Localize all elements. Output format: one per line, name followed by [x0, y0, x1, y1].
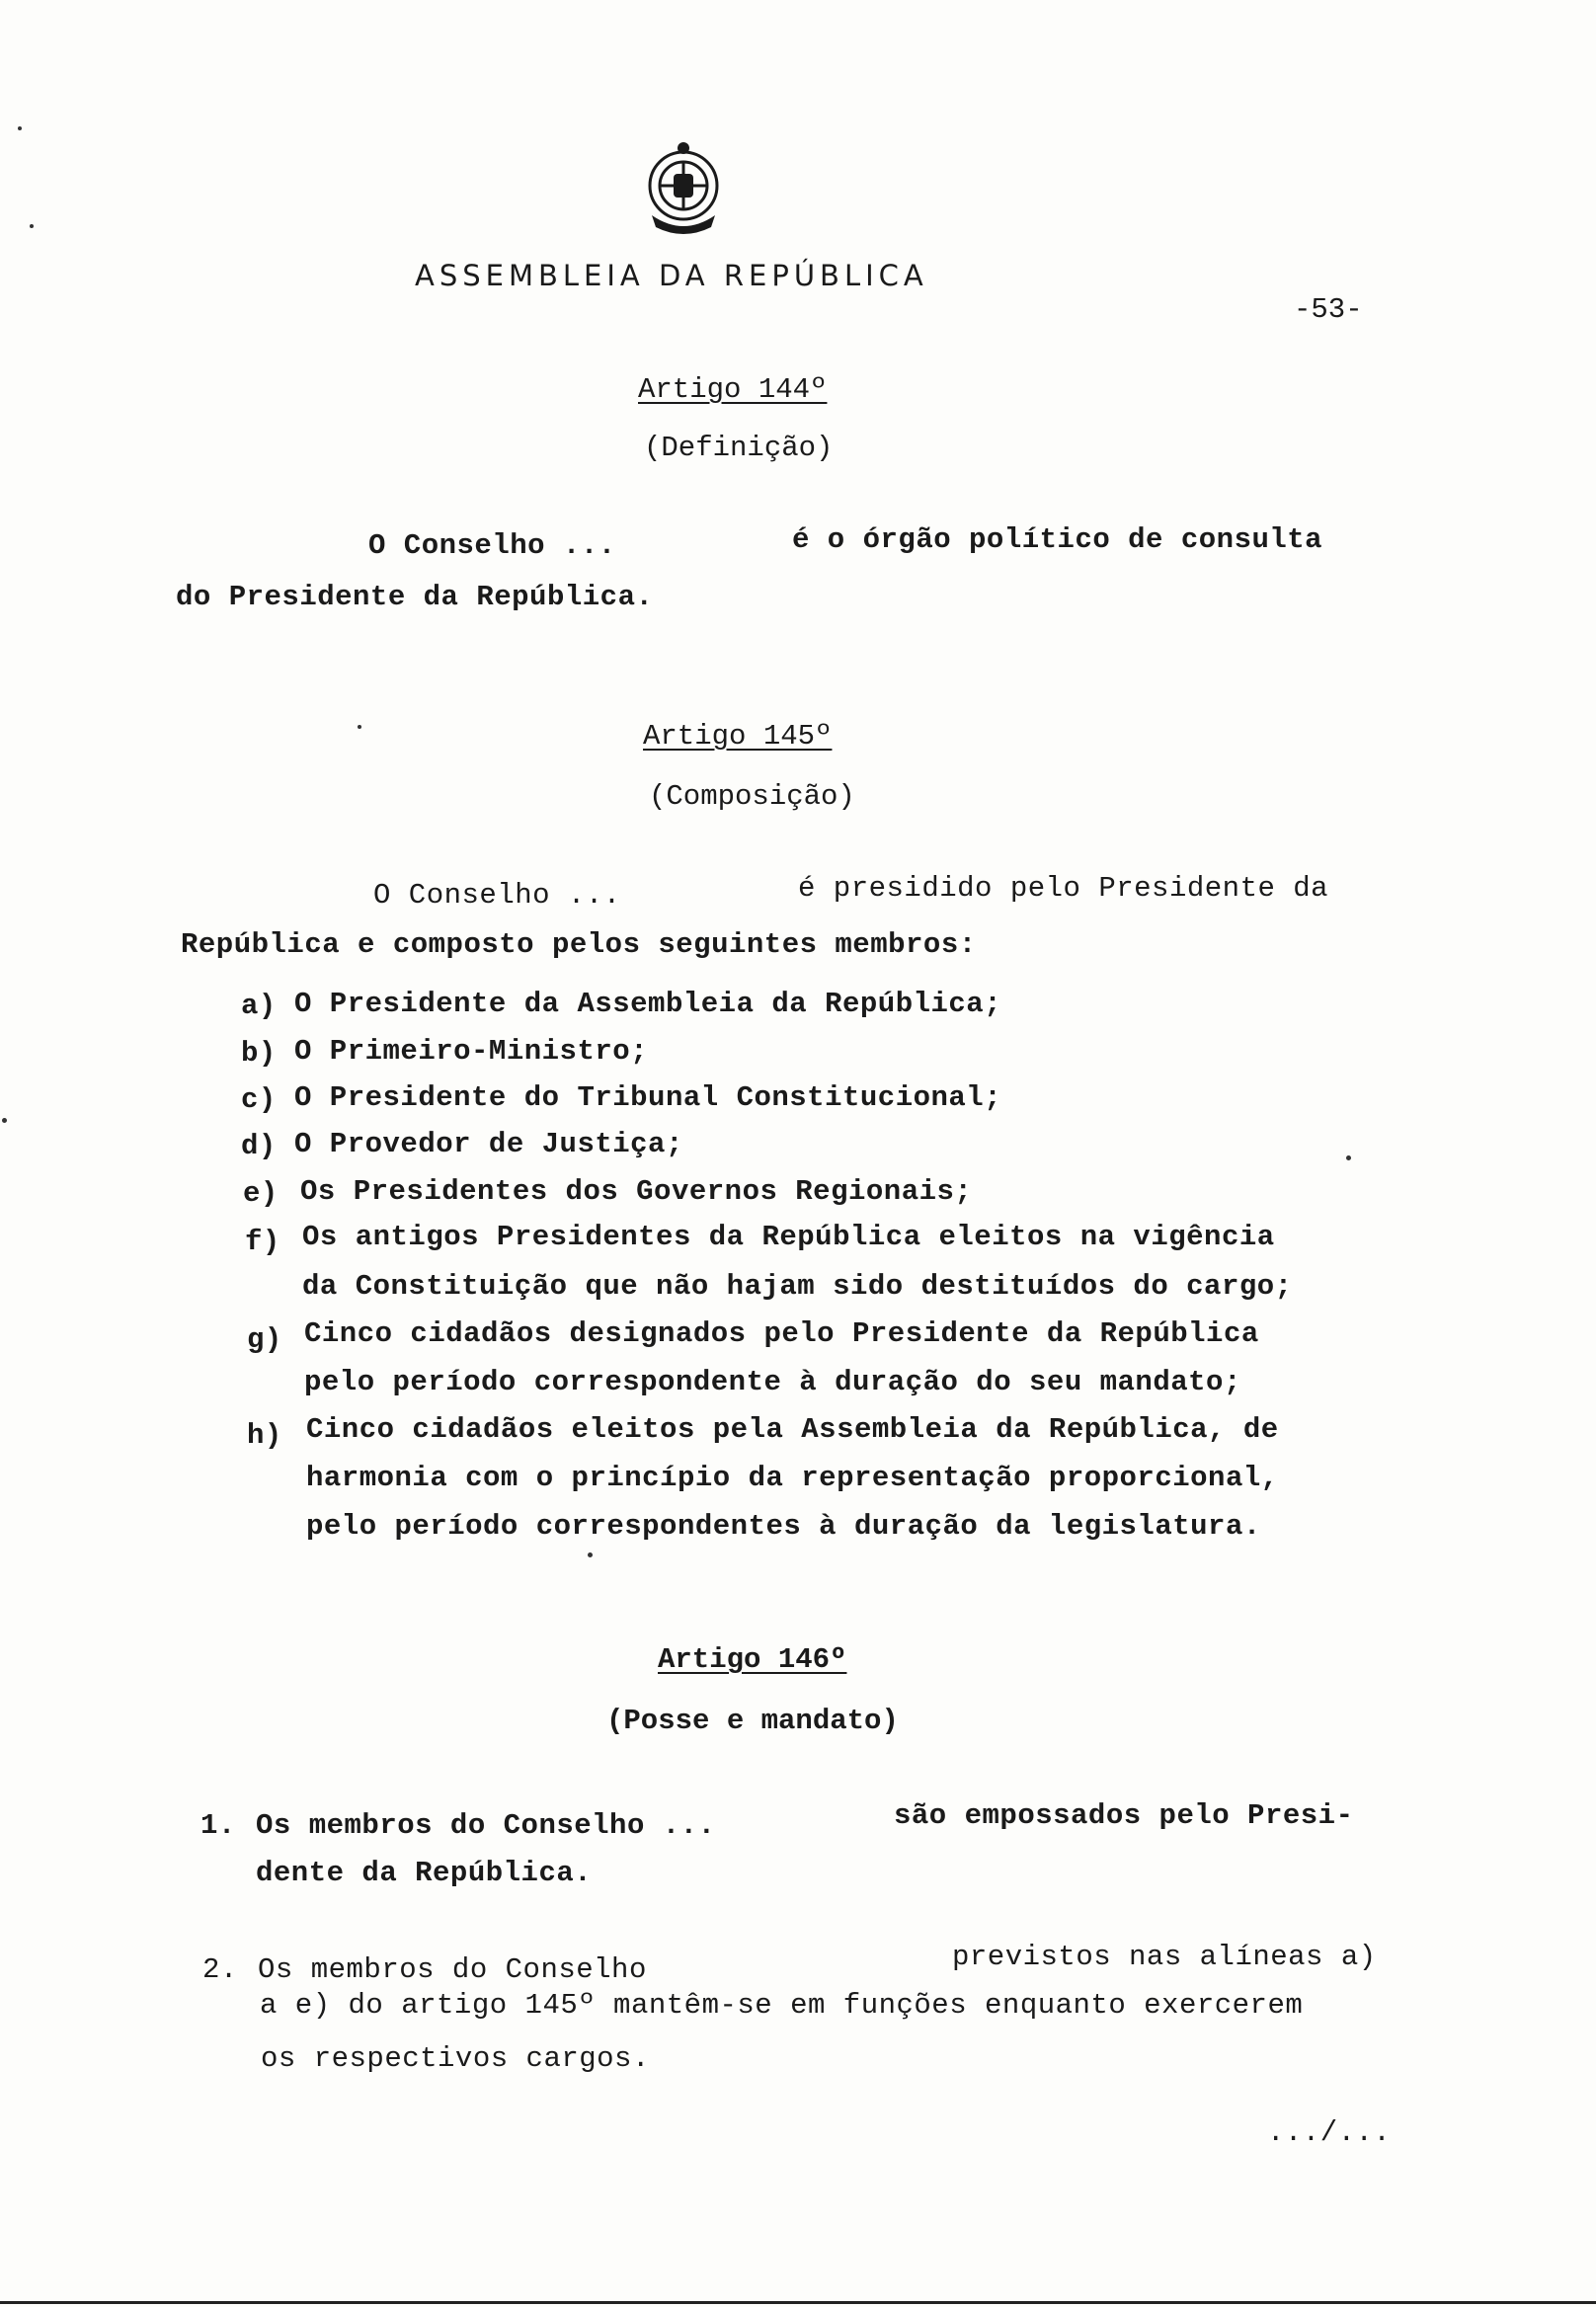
point-text-line2: a e) do artigo 145º mantêm-se em funções enquanto exercerem: [260, 1989, 1304, 2022]
scan-artifact: [358, 725, 361, 729]
article-144-title: Artigo 144º: [638, 373, 828, 406]
point-number: 1.: [200, 1809, 236, 1842]
article-144-subtitle: (Definição): [644, 432, 834, 464]
article-146-title: Artigo 146º: [658, 1643, 847, 1676]
list-item-text: O Presidente da Assembleia da República;: [294, 988, 1002, 1020]
scan-artifact: [30, 224, 34, 228]
point-text-start: Os membros do Conselho: [258, 1953, 647, 1986]
list-item-text-continued: pelo período correspondentes à duração da legislatura.: [306, 1510, 1261, 1543]
list-item-letter: a): [241, 990, 277, 1022]
list-item-text-continued: pelo período correspondente à duração do seu mandato;: [304, 1366, 1241, 1398]
scan-artifact: [2, 1118, 7, 1123]
point-text-end: previstos nas alíneas a): [952, 1941, 1377, 1973]
list-item-text: Os antigos Presidentes da República eleitos na vigência: [302, 1221, 1275, 1253]
page-edge: [0, 2301, 1596, 2304]
scan-artifact: [18, 126, 22, 130]
list-item-text: Cinco cidadãos designados pelo Presidente da República: [304, 1317, 1259, 1350]
list-item-letter: h): [247, 1419, 282, 1452]
list-item-letter: b): [241, 1037, 277, 1070]
article-145-intro-end: é presidido pelo Presidente da: [798, 872, 1329, 905]
list-item-text: O Presidente do Tribunal Constitucional;: [294, 1081, 1002, 1114]
point-number: 2.: [202, 1953, 238, 1986]
scan-artifact: [1346, 1155, 1351, 1160]
point-text-start: Os membros do Conselho ...: [256, 1809, 716, 1842]
list-item-letter: c): [241, 1083, 277, 1116]
list-item-letter: d): [241, 1130, 277, 1162]
list-item-text: Cinco cidadãos eleitos pela Assembleia da República, de: [306, 1413, 1279, 1446]
list-item-text: O Provedor de Justiça;: [294, 1128, 683, 1160]
article-144-line1-end: é o órgão político de consulta: [792, 523, 1323, 556]
article-146-subtitle: (Posse e mandato): [606, 1705, 899, 1737]
article-144-line1-start: O Conselho ...: [368, 529, 616, 562]
point-text-line2: dente da República.: [256, 1857, 593, 1889]
article-145-title: Artigo 145º: [643, 720, 833, 753]
list-item-text-continued: harmonia com o princípio da representação proporcional,: [306, 1462, 1279, 1494]
list-item-letter: f): [245, 1226, 280, 1258]
article-144-line2: do Presidente da República.: [176, 581, 654, 613]
scan-artifact: [588, 1552, 593, 1557]
page-number: -53-: [1294, 293, 1363, 326]
list-item-letter: e): [243, 1177, 279, 1210]
list-item-letter: g): [247, 1323, 282, 1356]
list-item-text: O Primeiro-Ministro;: [294, 1035, 649, 1068]
list-item-text-continued: da Constituição que não hajam sido destituídos do cargo;: [302, 1270, 1293, 1303]
coat-of-arms-emblem: [634, 138, 733, 245]
article-145-subtitle: (Composição): [649, 780, 855, 813]
point-text-end: são empossados pelo Presi-: [894, 1799, 1354, 1832]
point-text-line3: os respectivos cargos.: [261, 2042, 650, 2075]
article-145-intro-start: O Conselho ...: [373, 879, 621, 912]
continuation-marker: .../...: [1267, 2116, 1392, 2149]
list-item-text: Os Presidentes dos Governos Regionais;: [300, 1175, 973, 1208]
article-145-intro-line2: República e composto pelos seguintes membros:: [181, 928, 977, 961]
institution-name: ASSEMBLEIA DA REPÚBLICA: [415, 259, 928, 292]
